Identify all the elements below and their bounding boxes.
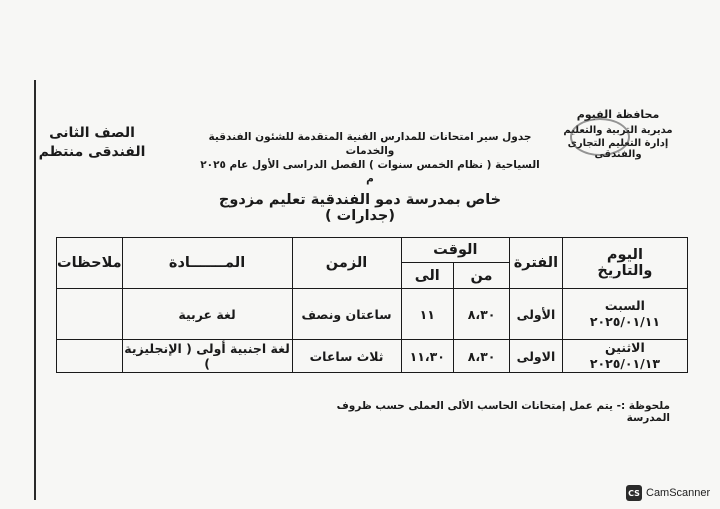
subject-cell: لغة اجنبية أولى ( الإنجليزية ) [122,340,292,373]
to-cell: ١١،٣٠ [401,340,453,373]
header-from: من [453,263,509,289]
table-row [57,340,688,373]
from-cell: ٨،٣٠ [453,289,509,340]
from-cell: ٨،٣٠ [453,340,509,373]
header-day-date: اليوم والتاريخ [562,238,687,289]
seal-stamp [570,118,630,156]
duration-cell: ثلاث ساعات [292,340,401,373]
header-row [57,238,688,263]
notes-cell [57,340,123,373]
directorate-label: مديرية التربية والتعليم [563,125,673,136]
header-to: الى [401,263,453,289]
grade-line-2: الفندقى منتظم [38,144,146,160]
exam-schedule-table [56,237,688,373]
subject-cell: لغة عربية [122,289,292,340]
governorate-label: محافظة الفيوم [576,108,660,121]
grade-line-1: الصف الثانى [49,125,135,141]
header-notes: ملاحظات [57,238,123,289]
day-cell: السبت [604,298,645,313]
footnote: ملحوظة :- يتم عمل إمتحانات الحاسب الألى العملى حسب ظروف المدرسة [336,400,670,424]
document-title [195,130,545,186]
day-date-cell [562,289,687,340]
notes-cell [57,289,123,340]
header-time: الوقت [401,238,510,263]
camscanner-label: CamScanner [646,487,711,499]
camscanner-watermark [626,484,716,502]
school-line: خاص بمدرسة دمو الفندقية تعليم مزدوج (جدارات ) [218,192,502,224]
grade-label [32,124,152,162]
day-cell: الاثنين [605,340,645,355]
camscanner-logo-icon: CS [626,485,642,501]
title-line-2: السياحية ( نظام الخمس سنوات ) الفصل الدراسى الأول عام ٢٠٢٥ م [200,159,540,185]
header-period: الفترة [510,238,563,289]
directorate-header [548,108,688,168]
to-cell: ١١ [401,289,453,340]
administration-label: إدارة التعليم التجارى والفندقى [567,138,669,160]
table-row [57,289,688,340]
header-subject: المـــــــادة [122,238,292,289]
title-line-1: جدول سير امتحانات للمدارس الفنية المتقدمة للشئون الفندقية والخدمات [208,131,532,157]
header-duration: الزمن [292,238,401,289]
duration-cell: ساعتان ونصف [292,289,401,340]
day-date-cell [562,340,687,373]
date-cell: ٢٠٢٥/٠١/١١ [589,314,660,329]
period-cell: الاولى [510,340,563,373]
date-cell: ٢٠٢٥/٠١/١٣ [589,356,660,371]
period-cell: الأولى [510,289,563,340]
